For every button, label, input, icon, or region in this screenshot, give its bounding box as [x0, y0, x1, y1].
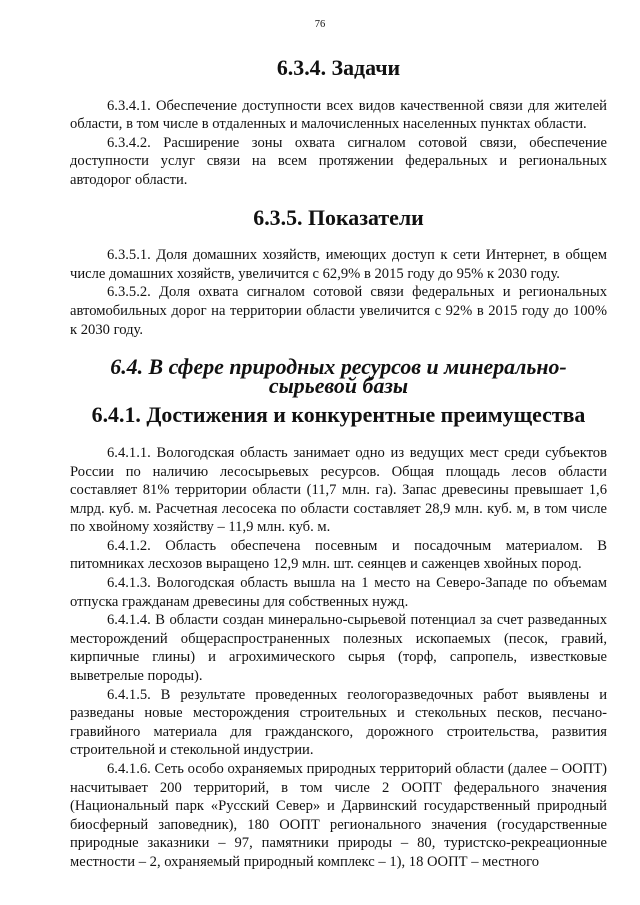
section-heading-6-3-4: 6.3.4. Задачи: [276, 55, 401, 80]
page-number: 76: [314, 19, 326, 30]
paragraph-6-4-1-5: 6.4.1.5. В результате проведенных геологоразведочных работ выявлены и разведаны новые месторождения строительных и стекольных песков, песчано-гравийного материала для гражданского, дорожного строительства, развития строительной и стекольной индустрии.: [70, 686, 607, 759]
paragraph-6-3-5-2: 6.3.5.2. Доля охвата сигналом сотовой связи федеральных и региональных автомобильных дорог на территории области увеличится с 92% в 2015 году до 100% к 2030 году.: [70, 284, 607, 338]
section-heading-6-3-5: 6.3.5. Показатели: [253, 204, 424, 230]
paragraph-6-4-1-2: 6.4.1.2. Область обеспечена посевным и посадочным материалом. В питомниках лесхозов выращено 12,9 млн. шт. сеянцев и саженцев хвойных пород.: [70, 537, 607, 573]
paragraph-6-3-4-1: 6.3.4.1. Обеспечение доступности всех видов качественной связи для жителей области, в том числе в отдаленных и малочисленных населенных пунктах области.: [70, 97, 607, 133]
paragraph-6-4-1-3: 6.4.1.3. Вологодская область вышла на 1 место на Северо-Западе по объемам отпуска гражданам древесины для собственных нужд.: [70, 575, 607, 610]
paragraph-6-4-1-1: 6.4.1.1. Вологодская область занимает одно из ведущих мест среди субъектов России по наличию лесосырьевых ресурсов. Общая площадь лесов области составляет 81% территории области (11,7 млн. га). Запас древесины превышает 1,6 млрд. куб. м. Расчетная лесосека по области составляет 28,9 млн. куб. м, в том числе по хвойному хозяйству – 11,9 млн. куб. м.: [70, 444, 607, 536]
paragraph-6-4-1-4: 6.4.1.4. В области создан минерально-сырьевой потенциал за счет разведанных месторождений общераспространенных полезных ископаемых (песок, гравий, кирпичные глины) и агрохимического сырья (торф, сапропель, известковые выветрелые породы).: [70, 612, 607, 685]
paragraph-6-3-5-1: 6.3.5.1. Доля домашних хозяйств, имеющих доступ к сети Интернет, в общем числе домашних хозяйств, увеличится с 62,9% в 2015 году до 95% к 2030 году.: [70, 247, 607, 282]
paragraph-6-3-4-2: 6.3.4.2. Расширение зоны охвата сигналом сотовой связи, обеспечение доступности услуг связи на всем протяжении федеральных и региональных автодорог области.: [70, 134, 607, 188]
section-heading-6-4-1: 6.4.1. Достижения и конкурентные преимущества: [91, 402, 586, 428]
document-body: [70, 55, 607, 872]
chapter-heading-6-4: 6.4. В сфере природных ресурсов и минерально-сырьевой базы: [110, 354, 567, 398]
paragraph-6-4-1-6: 6.4.1.6. Сеть особо охраняемых природных территорий области (далее – ООПТ) насчитывает 200 территорий, в том числе 2 ООПТ федерального значения (Национальный парк «Русский Север» и Дарвинский государственный природный биосферный заповедник), 180 ООПТ регионального значения (государственные природные заказники – 97, памятники природы – 80, туристско-рекреационные местности – 2, охраняемый природный комплекс – 1), 18 ООПТ – местного: [70, 761, 607, 870]
